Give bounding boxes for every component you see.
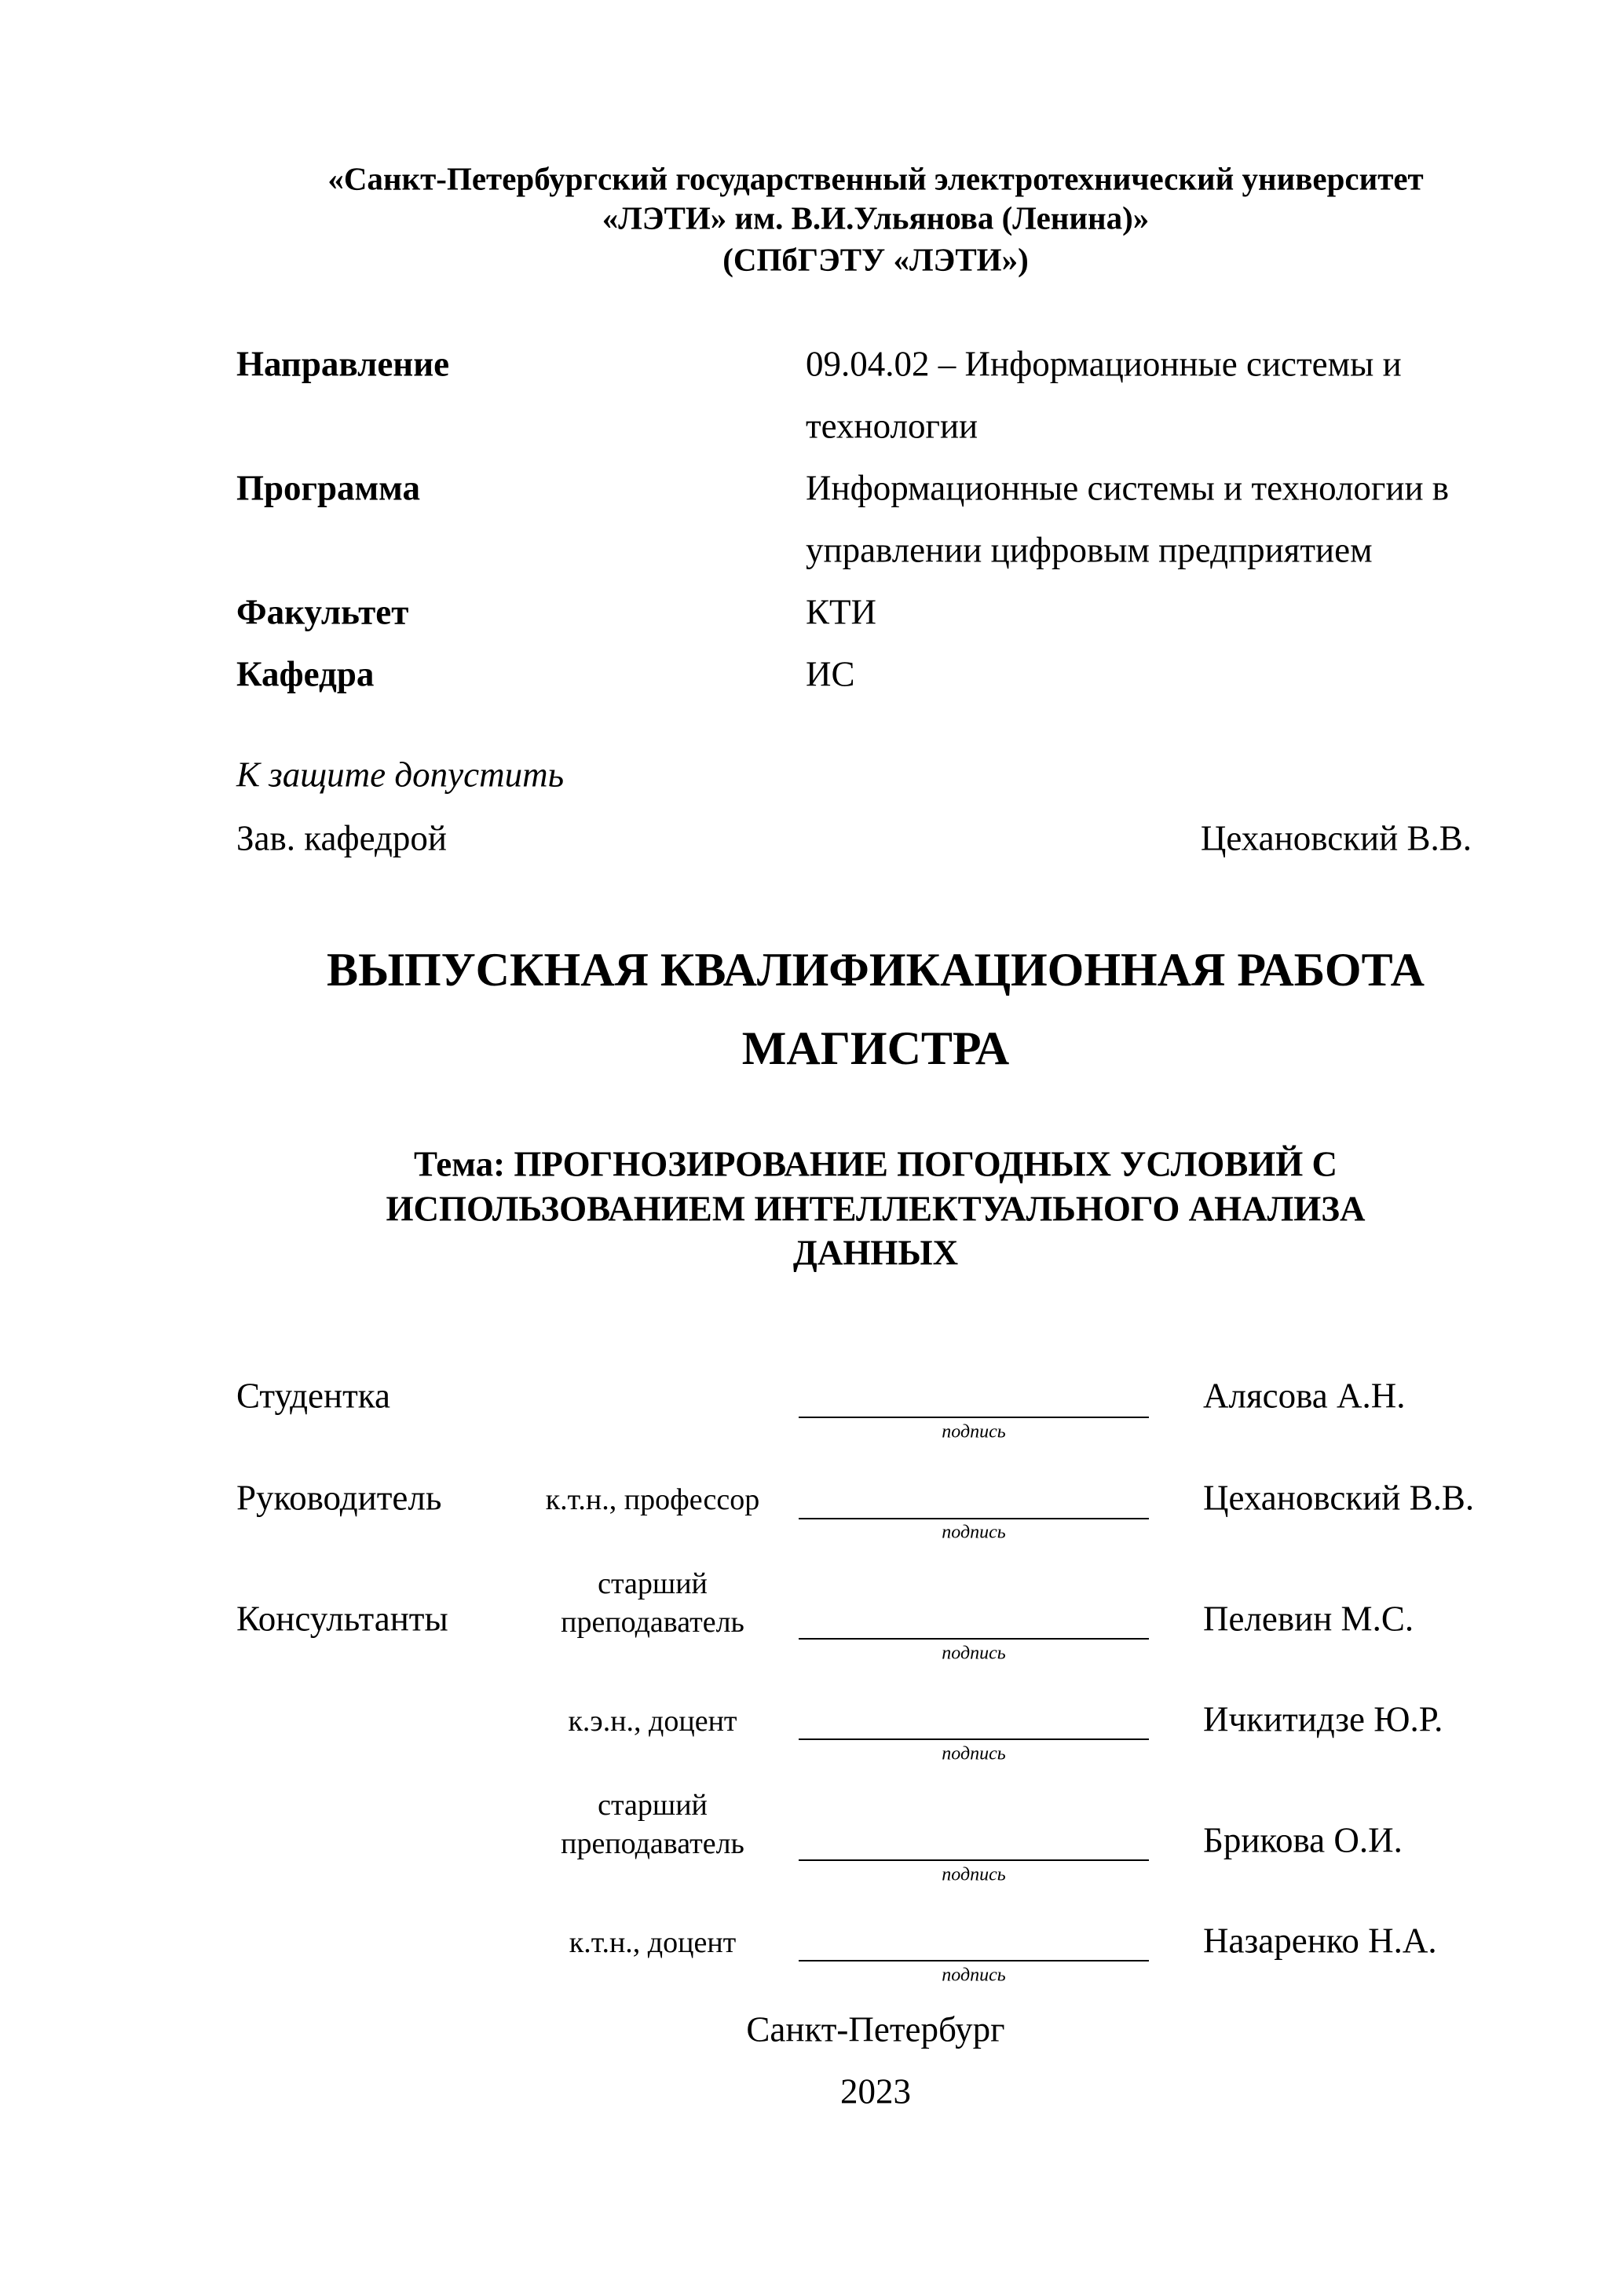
university-abbr: (СПбГЭТУ «ЛЭТИ») — [722, 241, 1029, 278]
signature-caption: подпись — [942, 1522, 1006, 1543]
signature-caption: подпись — [942, 1421, 1006, 1442]
signature-line — [799, 1417, 1149, 1418]
signature-line — [799, 1960, 1149, 1961]
supervisor-role: Руководитель — [236, 1478, 442, 1518]
consultant-name: Назаренко Н.А. — [1203, 1921, 1437, 1961]
consultant-name: Брикова О.И. — [1203, 1820, 1403, 1860]
consultant-position-line2: преподаватель — [561, 1606, 744, 1639]
supervisor-name: Цехановский В.В. — [1203, 1478, 1475, 1518]
signature-line — [799, 1638, 1149, 1640]
signature-caption: подпись — [942, 1965, 1006, 1986]
university-name-line1: «Санкт-Петербургский государственный электротехнический университет — [327, 160, 1424, 197]
program-value: Информационные системы и технологии в — [806, 468, 1450, 508]
topic-line1: Тема: ПРОГНОЗИРОВАНИЕ ПОГОДНЫХ УСЛОВИЙ С — [413, 1144, 1338, 1184]
program-label: Программа — [236, 468, 420, 508]
program-value-cont: управлении цифровым предприятием — [806, 530, 1373, 570]
approval-name: Цехановский В.В. — [1200, 818, 1472, 858]
direction-value-cont: технологии — [806, 406, 978, 446]
topic-line2: ИСПОЛЬЗОВАНИЕМ ИНТЕЛЛЕКТУАЛЬНОГО АНАЛИЗА — [386, 1189, 1366, 1229]
signature-caption: подпись — [942, 1743, 1006, 1764]
department-value: ИС — [806, 654, 855, 694]
department-label: Кафедра — [236, 654, 375, 694]
signature-caption: подпись — [942, 1643, 1006, 1664]
work-title-line1: ВЫПУСКНАЯ КВАЛИФИКАЦИОННАЯ РАБОТА — [327, 944, 1425, 996]
topic-line3: ДАННЫХ — [792, 1233, 959, 1273]
year: 2023 — [840, 2071, 911, 2111]
signature-line — [799, 1738, 1149, 1740]
consultant-name: Ичкитидзе Ю.Р. — [1203, 1699, 1443, 1739]
consultant-name: Пелевин М.С. — [1203, 1599, 1414, 1639]
approval-role: Зав. кафедрой — [236, 818, 447, 858]
signature-line — [799, 1518, 1149, 1519]
direction-label: Направление — [236, 344, 450, 384]
consultant-position-line2: преподаватель — [561, 1827, 744, 1860]
faculty-label: Факультет — [236, 592, 409, 632]
student-name: Алясова А.Н. — [1203, 1376, 1406, 1416]
university-name-line2: «ЛЭТИ» им. В.И.Ульянова (Ленина)» — [602, 199, 1150, 236]
faculty-value: КТИ — [806, 592, 876, 632]
supervisor-position: к.т.н., профессор — [545, 1483, 760, 1516]
consultant-position-line1: старший — [598, 1789, 708, 1822]
signature-caption: подпись — [942, 1864, 1006, 1885]
student-role: Студентка — [236, 1376, 390, 1416]
approval-note: К защите допустить — [236, 755, 565, 795]
direction-value: 09.04.02 – Информационные системы и — [806, 344, 1402, 384]
work-title-line2: МАГИСТРА — [741, 1022, 1010, 1074]
signature-line — [799, 1859, 1149, 1861]
consultant-position: к.т.н., доцент — [569, 1926, 737, 1959]
consultant-position: к.э.н., доцент — [568, 1705, 737, 1738]
consultant-position-line1: старший — [598, 1567, 708, 1600]
city: Санкт-Петербург — [746, 2009, 1005, 2049]
consultants-role: Консультанты — [236, 1599, 448, 1639]
